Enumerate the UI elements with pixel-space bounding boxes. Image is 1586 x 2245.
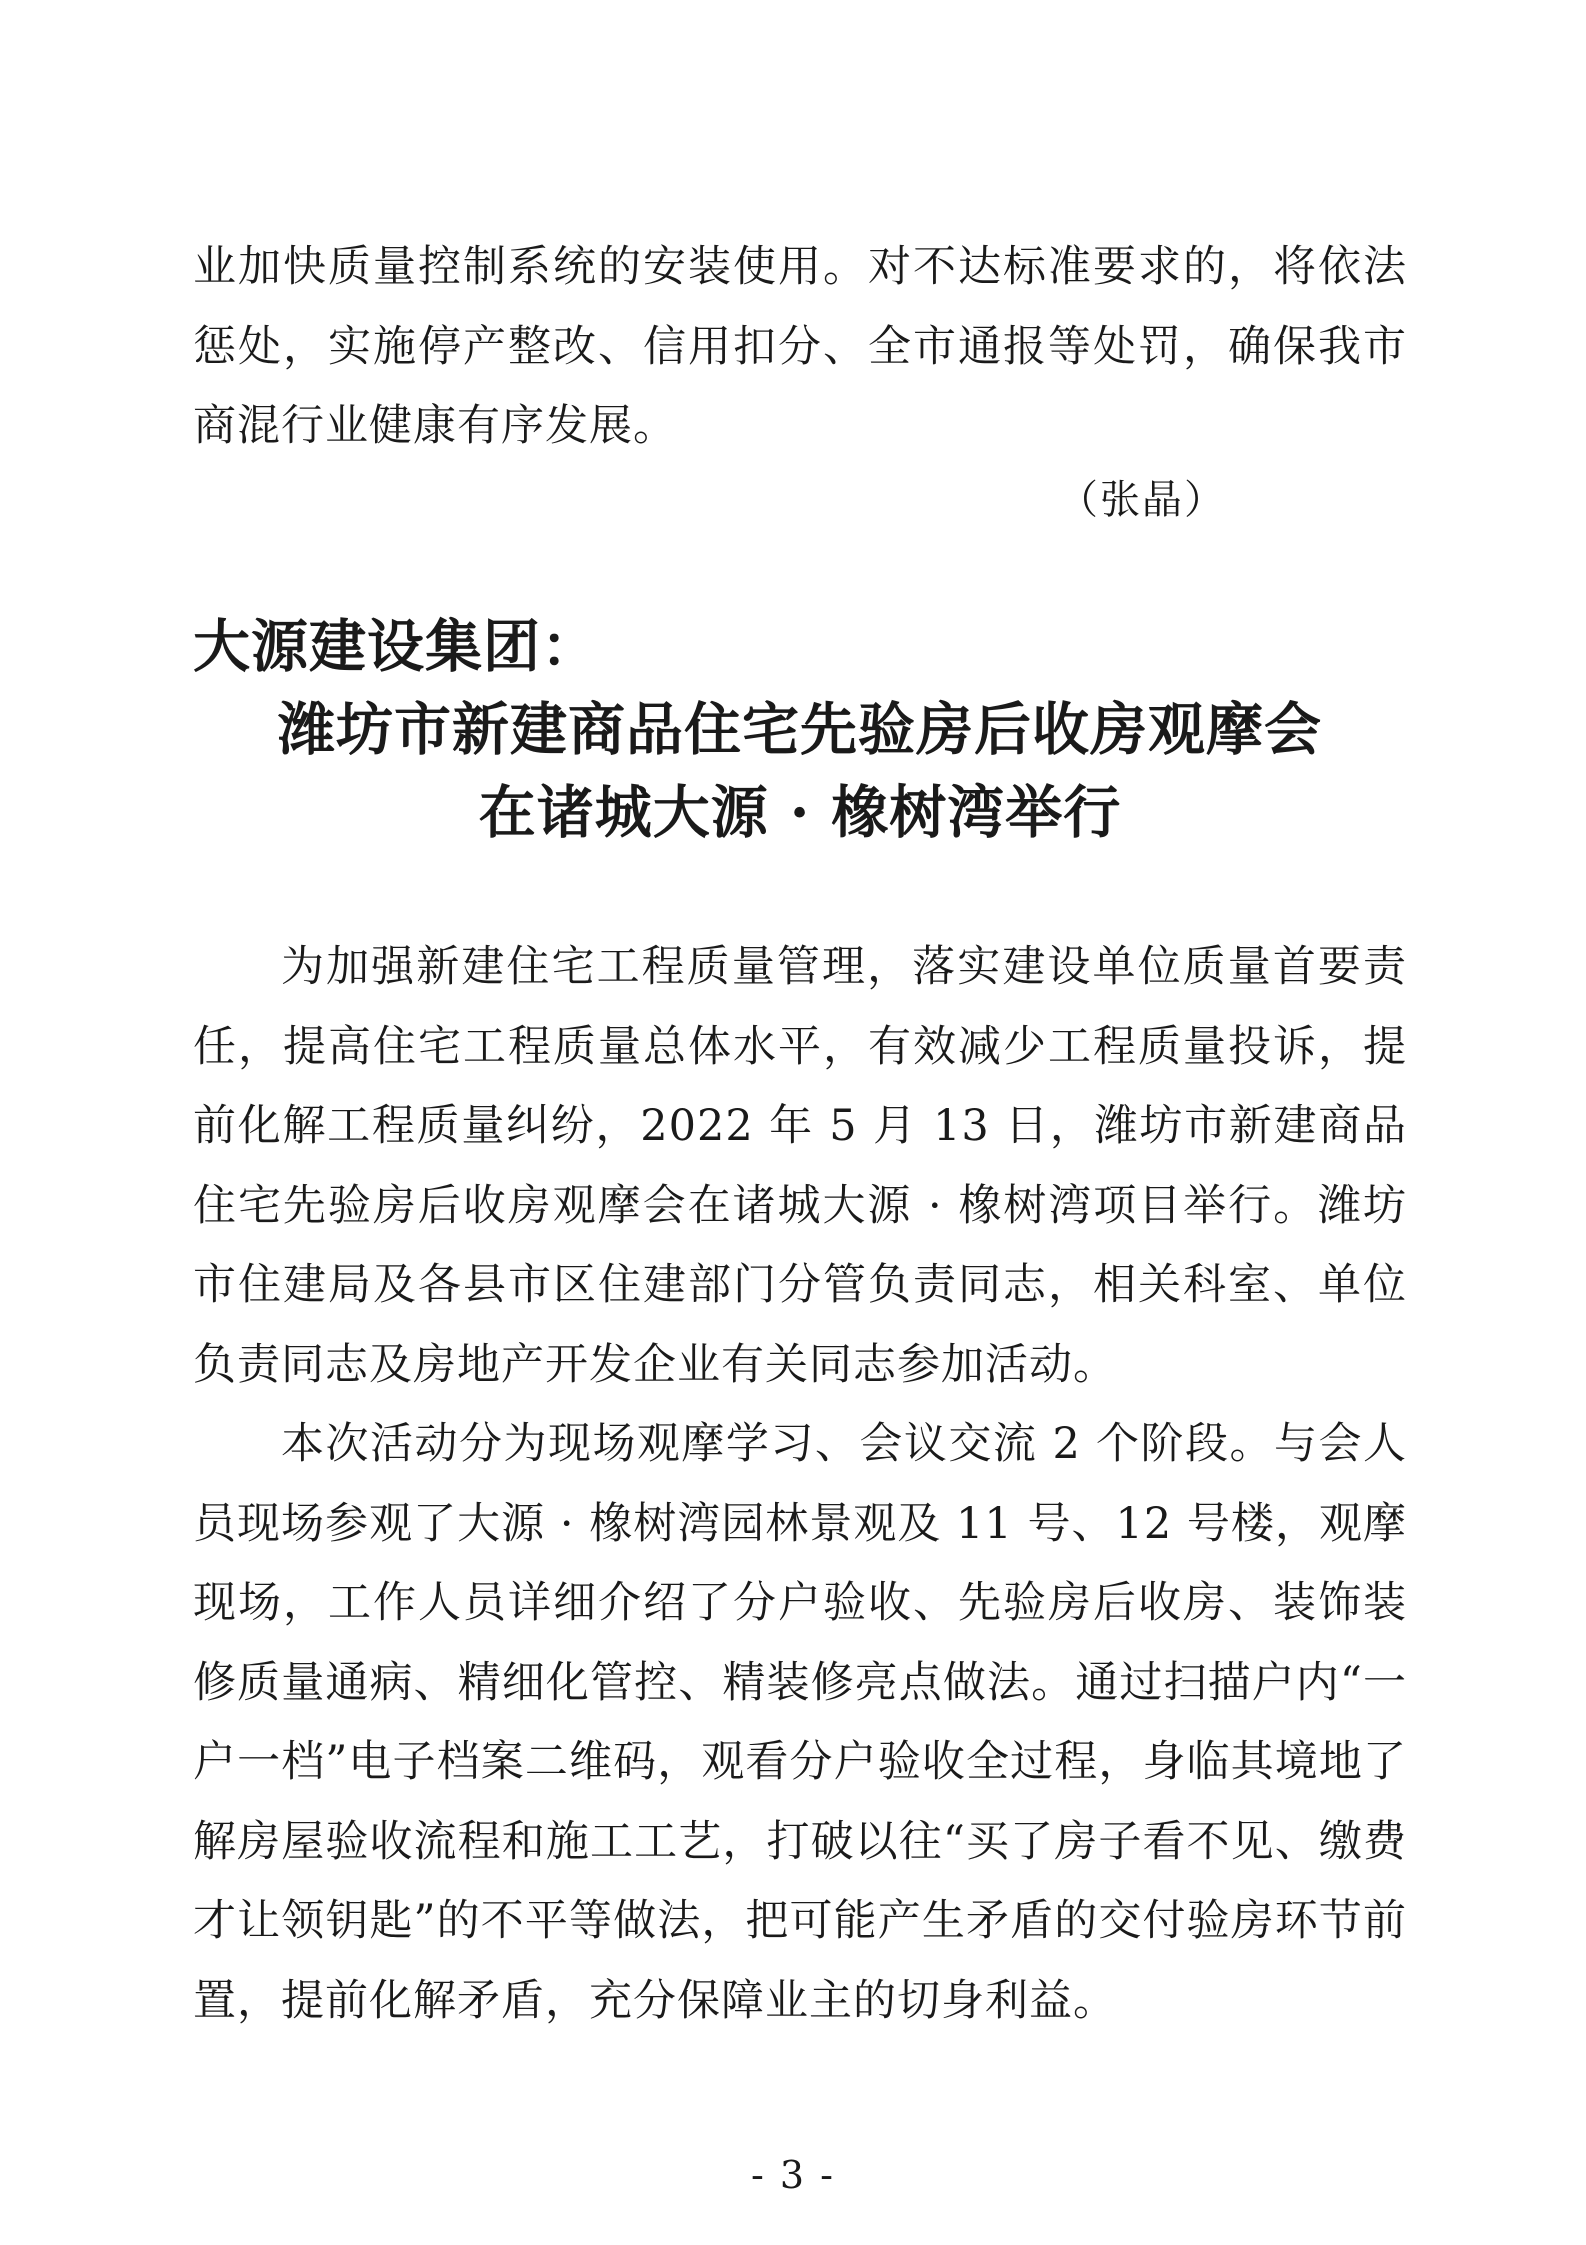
article-paragraph-2: 本次活动分为现场观摩学习、会议交流 2 个阶段。与会人员现场参观了大源 · 橡树湾园林景观及 11 号、12 号楼，观摩现场，工作人员详细介绍了分户验收、先验房后收房、装饰装修质量通病、精细化管控、精装修亮点做法。通过扫描户内“一户一档”电子档案二维码，观看分户验收全过程，身临其境地了解房屋验收流程和施工工艺，打破以往“买了房子看不见、缴费才让领钥匙”的不平等做法，把可能产生矛盾的交付验房环节前置，提前化解矛盾，充分保障业主的切身利益。	[193, 1419, 1407, 2026]
article-org: 大源建设集团：	[193, 613, 599, 680]
intro-paragraph: 业加快质量控制系统的安装使用。对不达标准要求的，将依法惩处，实施停产整改、信用扣分、全市通报等处罚，确保我市商混行业健康有序发展。	[193, 242, 1407, 451]
article-title-line-2: 在诸城大源 · 橡树湾举行	[478, 779, 1122, 846]
author-credit: （张晶）	[1058, 477, 1226, 523]
article-title-line-1: 潍坊市新建商品住宅先验房后收房观摩会	[278, 696, 1322, 763]
article-heading	[193, 605, 1407, 854]
intro-section	[193, 228, 1407, 467]
article-body	[193, 928, 1407, 2041]
page-number: - 3 -	[750, 2153, 835, 2197]
article-paragraph-1: 为加强新建住宅工程质量管理，落实建设单位质量首要责任，提高住宅工程质量总体水平，有效减少工程质量投诉，提前化解工程质量纠纷，2022 年 5 月 13 日，潍坊市新建商品住宅先验房后收房观摩会在诸城大源 · 橡树湾项目举行。潍坊市住建局及各县市区住建部门分管负责同志，相关科室、单位负责同志及房地产开发企业有关同志参加活动。	[193, 942, 1407, 1390]
